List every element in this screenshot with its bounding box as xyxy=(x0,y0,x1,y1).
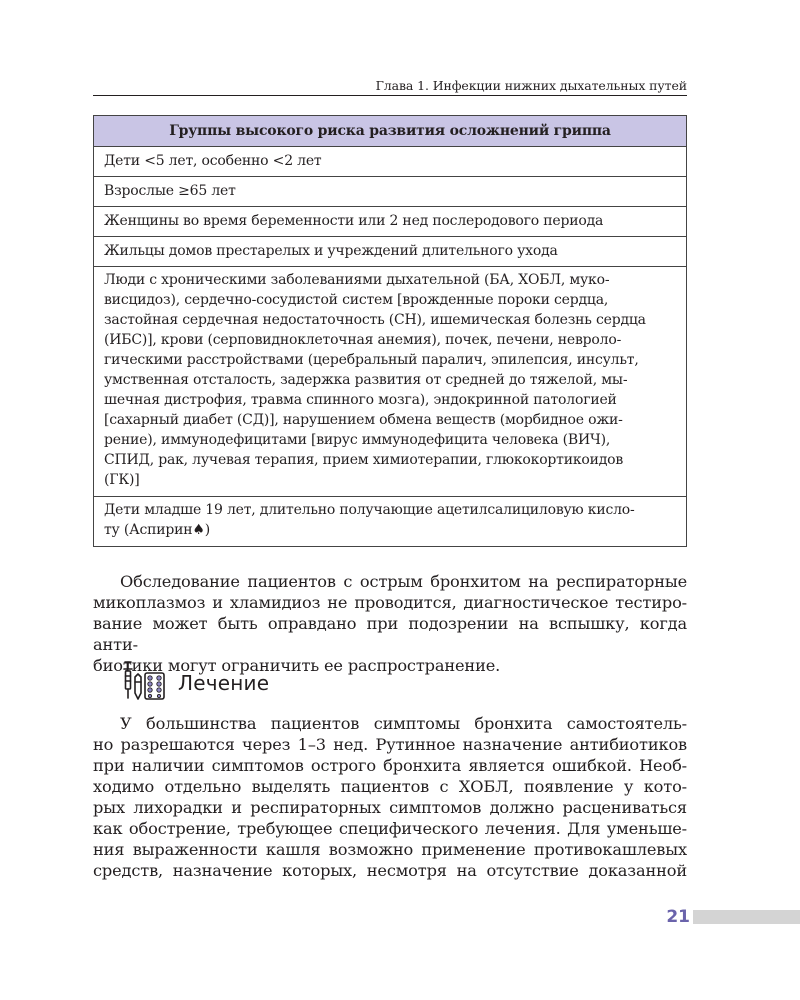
section-heading xyxy=(118,660,269,706)
cell-line: (ИБС)], крови (серповидноклеточная анемия), почек, печени, невроло- xyxy=(104,332,622,348)
cell-line: висцидоз), сердечно-сосудистой систем [врожденные пороки сердца, xyxy=(104,292,609,308)
page-number-bar xyxy=(693,910,800,924)
table-header-row xyxy=(94,116,687,147)
table-row xyxy=(94,267,687,497)
cell-line: ту (Аспирин♠) xyxy=(104,522,211,538)
table-cell: Женщины во время беременности или 2 нед послеродового периода xyxy=(94,207,687,237)
table-cell-chronic xyxy=(94,267,687,497)
text-line: микоплазмоз и хламидиоз не проводится, диагностическое тестиро- xyxy=(93,593,687,612)
text-line: биотики могут ограничить ее распространение. xyxy=(93,656,501,675)
text-line: как обострение, требующее специфического лечения. Для уменьше- xyxy=(93,819,687,838)
cell-line: шечная дистрофия, травма спинного мозга), эндокринной патологией xyxy=(104,392,617,408)
text-line: ния выраженности кашля возможно применение противокашлевых xyxy=(93,840,687,859)
table-cell: Взрослые ≥65 лет xyxy=(94,177,687,207)
text-line: рых лихорадки и респираторных симптомов должно расцениваться xyxy=(93,798,687,817)
risk-groups-table xyxy=(93,115,687,547)
section-title: Лечение xyxy=(178,671,270,695)
table-cell: Жильцы домов престарелых и учреждений длительного ухода xyxy=(94,237,687,267)
table-row xyxy=(94,237,687,267)
cell-line: СПИД, рак, лучевая терапия, прием химиотерапии, глюкокортикоидов xyxy=(104,452,624,468)
running-header: Глава 1. Инфекции нижних дыхательных путей xyxy=(375,78,687,93)
cell-line: Дети младше 19 лет, длительно получающие ацетилсалициловую кисло- xyxy=(104,502,635,518)
cell-line: застойная сердечная недостаточность (СН), ишемическая болезнь сердца xyxy=(104,312,646,328)
cell-line: рение), иммунодефицитами [вирус иммунодефицита человека (ВИЧ), xyxy=(104,432,611,448)
table-row xyxy=(94,177,687,207)
table-row xyxy=(94,147,687,177)
cell-line: гическими расстройствами (церебральный паралич, эпилепсия, инсульт, xyxy=(104,352,639,368)
table-cell: Дети <5 лет, особенно <2 лет xyxy=(94,147,687,177)
cell-line: умственная отсталость, задержка развития от средней до тяжелой, мы- xyxy=(104,372,628,388)
treatment-icon xyxy=(118,660,174,706)
paragraph-treatment xyxy=(93,713,687,881)
text-line: У большинства пациентов симптомы бронхита самостоятель- xyxy=(120,714,687,733)
cell-line: [сахарный диабет (СД)], нарушением обмена веществ (морбидное ожи- xyxy=(104,412,623,428)
page-number: 21 xyxy=(666,907,690,927)
text-line: при наличии симптомов острого бронхита является ошибкой. Необ- xyxy=(93,756,687,775)
table-cell-aspirin xyxy=(94,497,687,547)
text-line: ходимо отдельно выделять пациентов с ХОБЛ, появление у кото- xyxy=(93,777,687,796)
text-line: но разрешаются через 1–3 нед. Рутинное назначение антибиотиков xyxy=(93,735,687,754)
text-line: Обследование пациентов с острым бронхитом на респираторные xyxy=(120,572,687,591)
text-line: средств, назначение которых, несмотря на отсутствие доказанной xyxy=(93,861,687,880)
header-rule xyxy=(93,95,687,96)
table-title: Группы высокого риска развития осложнений гриппа xyxy=(94,116,687,147)
cell-line: Люди с хроническими заболеваниями дыхательной (БА, ХОБЛ, муко- xyxy=(104,272,610,288)
text-line: вание может быть оправдано при подозрении на вспышку, когда анти- xyxy=(93,614,687,654)
table-row xyxy=(94,207,687,237)
table-row xyxy=(94,497,687,547)
cell-line: (ГК)] xyxy=(104,472,140,488)
